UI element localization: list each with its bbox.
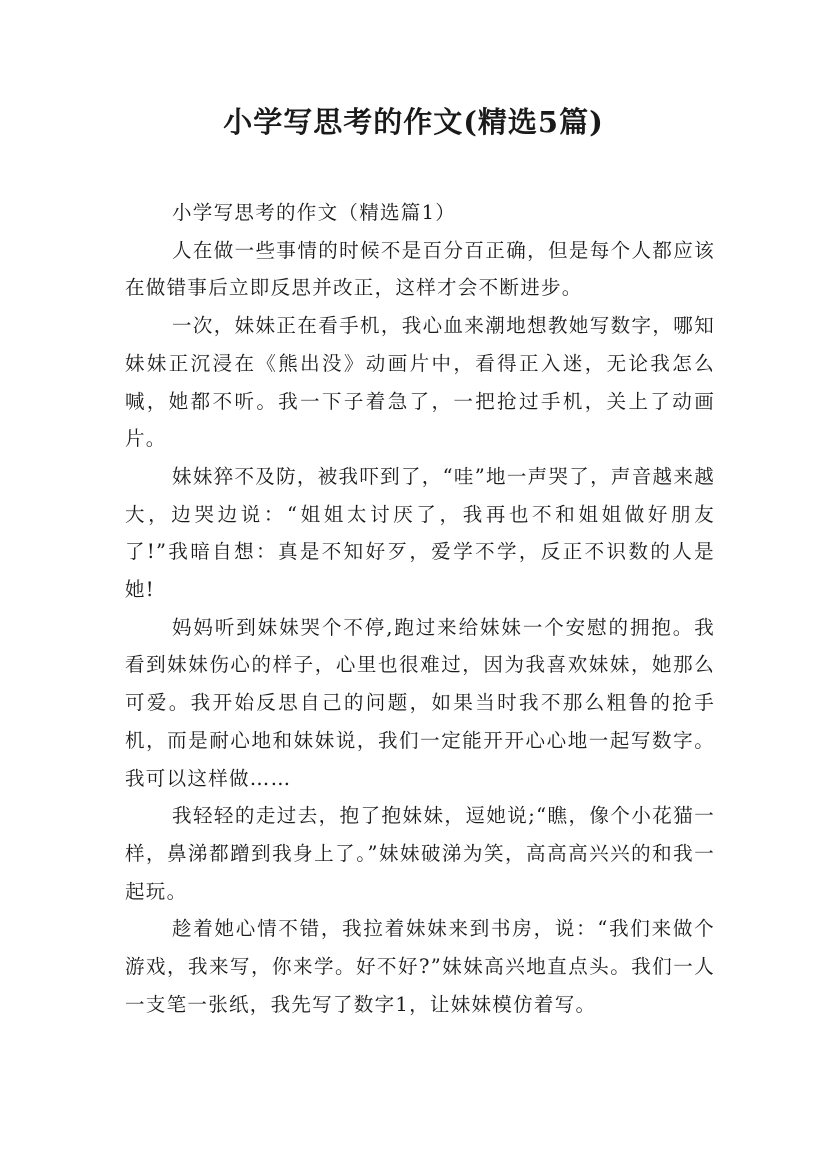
paragraph: 人在做一些事情的时候不是百分百正确，但是每个人都应该在做错事后立即反思并改正，这样才会不断进步。 [125, 238, 715, 300]
paragraph: 我轻轻的走过去，抱了抱妹妹，逗她说;“瞧，像个小花猫一样，鼻涕都蹭到我身上了。”妹妹破涕为笑，高高高兴兴的和我一起玩。 [125, 804, 715, 903]
document-body [125, 194, 715, 1023]
section-heading: 小学写思考的作文（精选篇1） [172, 201, 457, 224]
document-title: 小学写思考的作文(精选5篇) [223, 105, 604, 139]
paragraph: 妹妹猝不及防，被我吓到了，“哇”地一声哭了，声音越来越大，边哭边说：“姐姐太讨厌了，我再也不和姐姐做好朋友了!”我暗自想：真是不知好歹，爱学不学，反正不识数的人是她! [125, 464, 715, 602]
paragraph: 趁着她心情不错，我拉着妹妹来到书房，说：“我们来做个游戏，我来写，你来学。好不好?”妹妹高兴地直点头。我们一人一支笔一张纸，我先写了数字1，让妹妹模仿着写。 [125, 917, 715, 1016]
paragraph: 一次，妹妹正在看手机，我心血来潮地想教她写数字，哪知妹妹正沉浸在《熊出没》动画片中，看得正入迷，无论我怎么喊，她都不听。我一下子着急了，一把抢过手机，关上了动画片。 [125, 314, 715, 451]
paragraph: 妈妈听到妹妹哭个不停,跑过来给妹妹一个安慰的拥抱。我看到妹妹伤心的样子，心里也很难过，因为我喜欢妹妹，她那么可爱。我开始反思自己的问题，如果当时我不那么粗鲁的抢手机，而是耐心地和妹妹说，我们一定能开开心心地一起写数字。我可以这样做…… [125, 615, 715, 790]
